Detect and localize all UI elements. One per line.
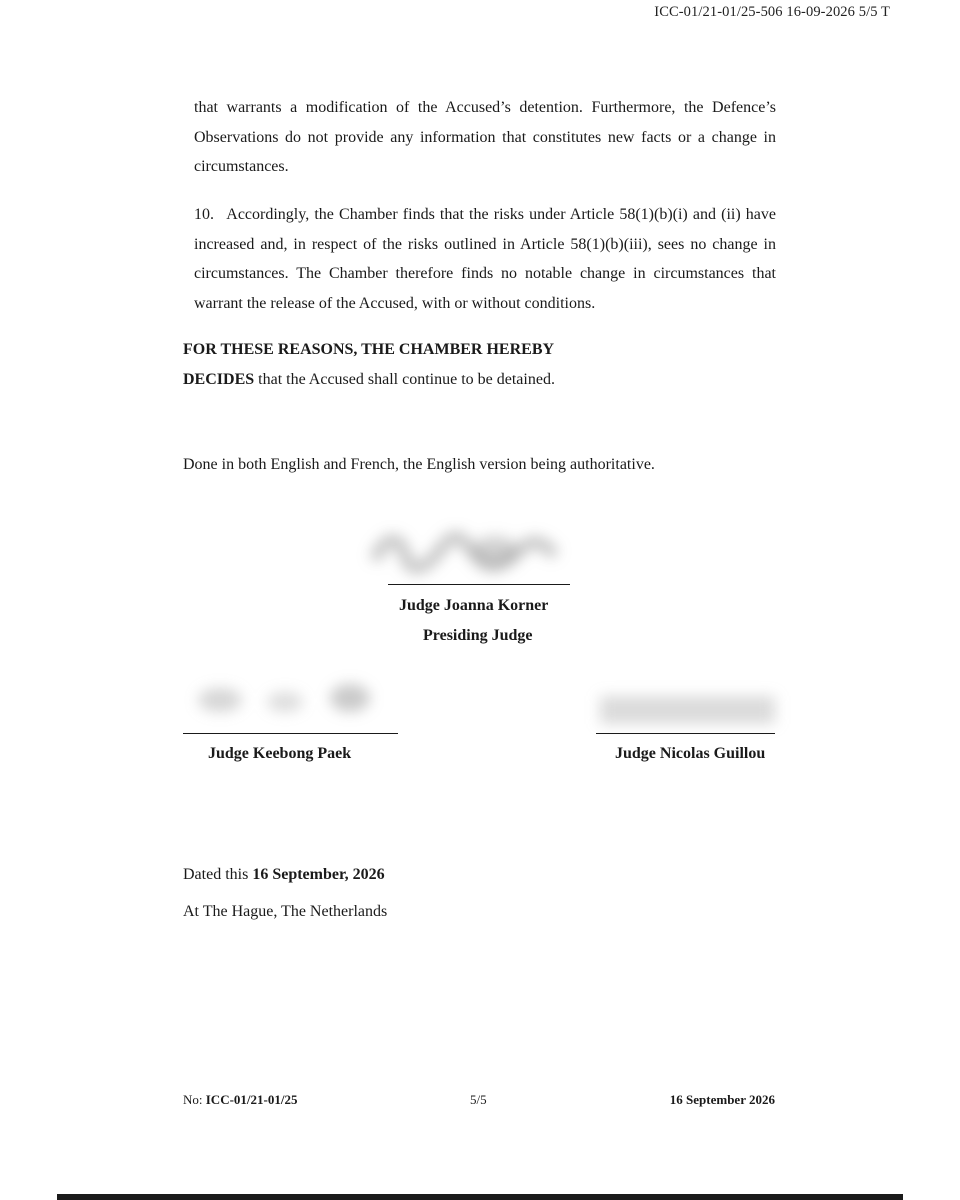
signature-line-korner — [388, 584, 570, 585]
decision-heading: FOR THESE REASONS, THE CHAMBER HEREBY — [183, 341, 555, 358]
signature-paek-image — [180, 670, 390, 730]
judge-korner-name: Judge Joanna Korner — [399, 597, 549, 614]
decision-line — [183, 365, 555, 394]
presiding-judge-title: Presiding Judge — [423, 627, 533, 644]
signature-line-paek — [183, 733, 398, 734]
paragraph-10-text: Accordingly, the Chamber finds that the risks under Article 58(1)(b)(i) and (ii) have increased and, in respect of the risks outlined in Article 58(1)(b)(iii), sees no change in circumstances. The Chamber therefore finds no notable change in circumstances that warrant the release of the Accused, with or without conditions. — [194, 206, 776, 312]
dated-line — [183, 860, 385, 889]
signature-korner-image — [365, 515, 565, 585]
footer-page-number: 5/5 — [470, 1092, 487, 1107]
continued-paragraph: that warrants a modification of the Accused’s detention. Furthermore, the Defence’s Observations do not provide any information that constitutes new facts or a change in circumstances. — [194, 99, 776, 175]
dated-value: 16 September, 2026 — [252, 866, 385, 883]
signature-line-guillou — [596, 733, 775, 734]
place-line: At The Hague, The Netherlands — [183, 903, 388, 920]
footer-case-value: ICC-01/21-01/25 — [205, 1092, 298, 1107]
decides-label: DECIDES — [183, 371, 255, 388]
dated-prefix: Dated this — [183, 866, 253, 883]
footer-case-prefix: No: — [183, 1092, 206, 1107]
language-note: Done in both English and French, the English version being authoritative. — [183, 456, 655, 473]
judge-guillou-name: Judge Nicolas Guillou — [615, 745, 766, 762]
judge-paek-name: Judge Keebong Paek — [208, 745, 352, 762]
paragraph-number: 10. — [194, 206, 214, 223]
footer-case-number — [183, 1092, 297, 1108]
page-header-reference: ICC-01/21-01/25-506 16-09-2026 5/5 T — [654, 4, 890, 20]
signature-guillou-image — [595, 686, 780, 732]
page-bottom-border — [57, 1194, 903, 1200]
footer-date: 16 September 2026 — [669, 1092, 775, 1107]
decides-text: that the Accused shall continue to be detained. — [254, 371, 555, 388]
paragraph-10 — [194, 200, 776, 318]
